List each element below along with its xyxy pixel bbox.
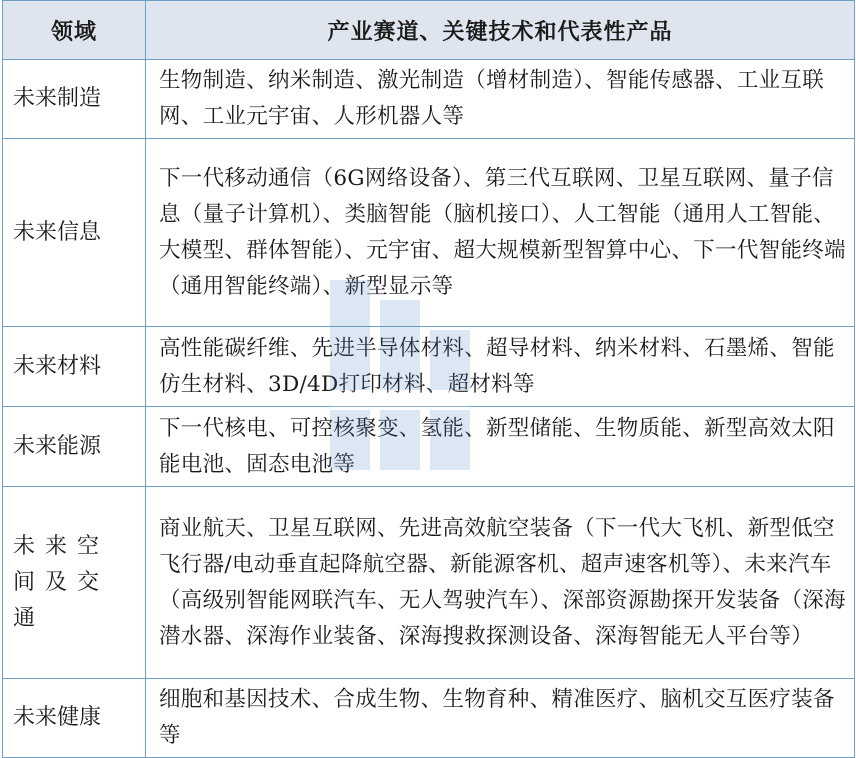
document-table-wrapper [2,0,854,758]
table-row [3,60,855,139]
table-row [3,679,855,758]
row-content-information: 下一代移动通信（6G网络设备）、第三代互联网、卫星互联网、量子信息（量子计算机）、类脑智能（脑机接口）、人工智能（通用人工智能、大模型、群体智能）、元宇宙、超大规模新型智算中心、下一代智能终端（通用智能终端）、新型显示等 [146,139,855,327]
header-area: 领域 [3,1,146,60]
table-row [3,327,855,407]
row-area-health: 未来健康 [3,679,146,758]
table-row [3,407,855,487]
row-area-energy: 未来能源 [3,407,146,487]
table-row [3,139,855,327]
row-area-space-transport: 未来空间及交通 [3,487,146,679]
row-content-energy: 下一代核电、可控核聚变、氢能、新型储能、生物质能、新型高效太阳能电池、固态电池等 [146,407,855,487]
table-row [3,487,855,679]
header-content: 产业赛道、关键技术和代表性产品 [146,1,855,60]
row-content-manufacturing: 生物制造、纳米制造、激光制造（增材制造）、智能传感器、工业互联网、工业元宇宙、人形机器人等 [146,60,855,139]
row-content-materials: 高性能碳纤维、先进半导体材料、超导材料、纳米材料、石墨烯、智能仿生材料、3D/4D打印材料、超材料等 [146,327,855,407]
table-header-row [3,1,855,60]
row-content-health: 细胞和基因技术、合成生物、生物育种、精准医疗、脑机交互医疗装备等 [146,679,855,758]
row-area-materials: 未来材料 [3,327,146,407]
row-area-manufacturing: 未来制造 [3,60,146,139]
row-area-information: 未来信息 [3,139,146,327]
industry-table [2,0,855,758]
row-content-space-transport: 商业航天、卫星互联网、先进高效航空装备（下一代大飞机、新型低空飞行器/电动垂直起降航空器、新能源客机、超声速客机等）、未来汽车（高级别智能网联汽车、无人驾驶汽车）、深部资源勘探开发装备（深海潜水器、深海作业装备、深海搜救探测设备、深海智能无人平台等） [146,487,855,679]
